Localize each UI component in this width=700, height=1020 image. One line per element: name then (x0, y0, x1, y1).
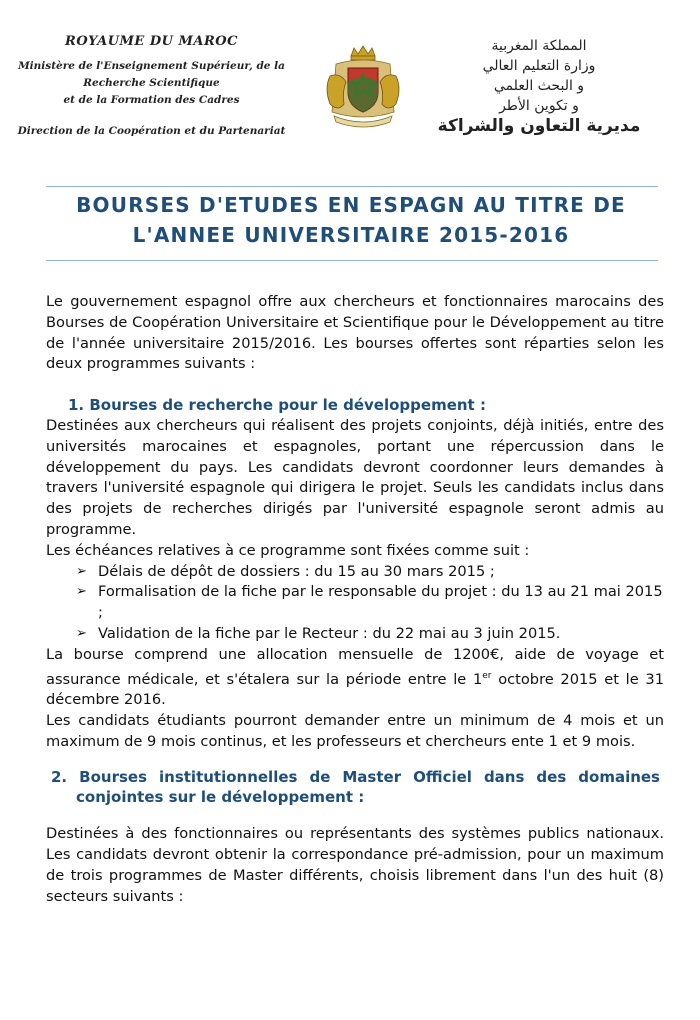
ministry-name-fr-line2: Recherche Scientifique (83, 77, 220, 89)
title-line-2: L'ANNEE UNIVERSITAIRE 2015-2016 (132, 223, 570, 247)
section-2-paragraph: Destinées à des fonctionnaires ou représentants des systèmes publics nationaux. Les candidats devront obtenir la correspondance pré-admission, pour un maximum de trois programmes de Master différents, choisis librement dans l'un des huit (8) secteurs suivants : (46, 825, 664, 905)
direction-name-ar: مديرية التعاون والشراكة (437, 116, 641, 136)
section-1-heading: 1. Bourses de recherche pour le développement : (68, 396, 486, 415)
title-rule-top (46, 186, 658, 187)
header-french (14, 34, 289, 137)
section-1-paragraph: Destinées aux chercheurs qui réalisent des projets conjoints, déjà initiés, entre des universités marocaines et espagnoles, portant une répercussion dans le développement du pays. Les candidats devront coordonner leurs demandes à travers l'université espagnole qui dirigera le projet. Seuls les candidats inclus dans des projets de recherches dirigés par l'université espagnole seront admis au programme. (46, 416, 664, 538)
kingdom-name-ar: المملكة المغربية (491, 38, 587, 54)
intro-paragraph: Le gouvernement espagnol offre aux chercheurs et fonctionnaires marocains des Bourses de Coopération Universitaire et Scientifique pour le Développement au titre de l'année universitaire 2015/2016. Les bourses offertes sont réparties selon les deux programmes suivants : (46, 293, 664, 373)
section-2-heading: 2. Bourses institutionnelles de Master Officiel dans des domaines conjointes sur le développement : (51, 767, 660, 807)
document-body (46, 292, 664, 907)
arrow-bullet-icon: ➢ (76, 563, 87, 579)
direction-name-fr: Direction de la Coopération et du Partenariat (17, 125, 286, 137)
arrow-bullet-icon: ➢ (76, 584, 87, 600)
list-item: ➢ Validation de la fiche par le Recteur : du 22 mai au 3 juin 2015. (76, 624, 664, 645)
kingdom-name-fr: ROYAUME DU MAROC (65, 34, 238, 49)
ministry-name-fr-line3: et de la Formation des Cadres (63, 94, 240, 106)
title-line-1: BOURSES D'ETUDES EN ESPAGN AU TITRE DE (76, 193, 626, 217)
ministry-name-fr-line1: Ministère de l'Enseignement Supérieur, de la (18, 60, 285, 72)
header-arabic (424, 36, 654, 136)
arrow-bullet-icon: ➢ (76, 625, 87, 641)
list-item: ➢ Délais de dépôt de dossiers : du 15 au 30 mars 2015 ; (76, 562, 664, 583)
title-rule-bottom (46, 260, 658, 261)
scholarship-allowance-paragraph: La bourse comprend une allocation mensuelle de 1200€, aide de voyage et assurance médicale, et s'étalera sur la période entre le 1er octobre 2015 et le 31 décembre 2016. (46, 645, 664, 709)
deadlines-list (46, 562, 664, 645)
deadlines-intro: Les échéances relatives à ce programme sont fixées comme suit : (46, 541, 530, 559)
ministry-name-ar-line1: وزارة التعليم العالي (482, 58, 596, 74)
ministry-name-ar-line2: و البحث العلمي (493, 78, 585, 94)
moroccan-coat-of-arms-icon (318, 42, 408, 132)
document-title (40, 190, 662, 250)
duration-paragraph: Les candidats étudiants pourront demander entre un minimum de 4 mois et un maximum de 9 mois continus, et les professeurs et chercheurs ente 1 et 9 mois. (46, 712, 664, 750)
list-item: ➢ Formalisation de la fiche par le responsable du projet : du 13 au 21 mai 2015 ; (76, 583, 663, 622)
ministry-name-ar-line3: و تكوين الأطر (499, 98, 579, 114)
